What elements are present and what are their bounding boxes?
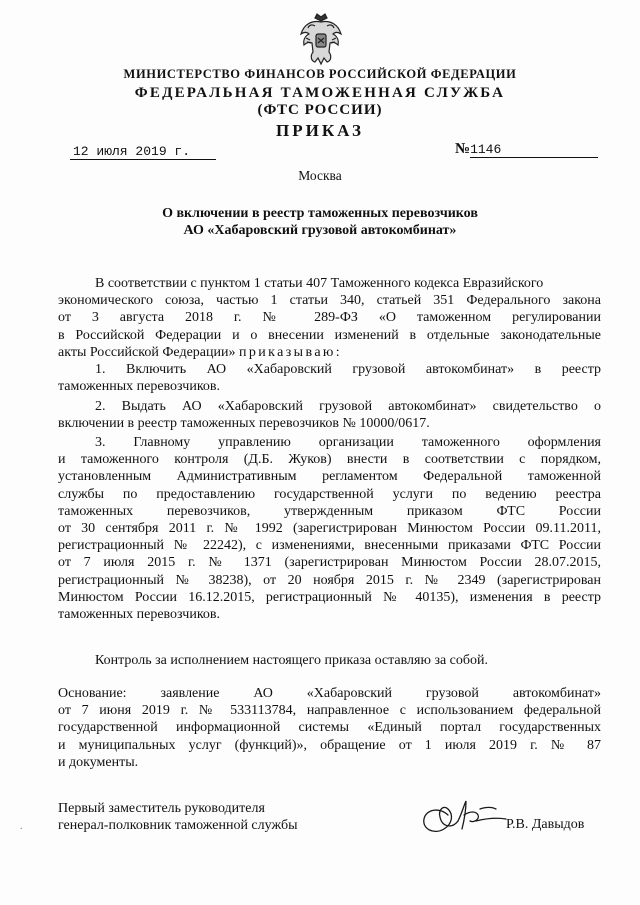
item-3-line: регистрационный № 22242), с изменениями, внесенными приказами ФТС России xyxy=(58,538,601,554)
item-1-line: 1. Включить АО «Хабаровский грузовой автокомбинат» в реестр xyxy=(95,362,601,377)
signer-position-line: Первый заместитель руководителя xyxy=(58,801,265,816)
item-2-line: включении в реестр таможенных перевозчиков № 10000/0617. xyxy=(58,416,430,432)
handwritten-signature xyxy=(418,795,510,840)
order-number xyxy=(455,142,598,158)
preamble-line: В соответствии с пунктом 1 статьи 407 Таможенного кодекса Евразийского xyxy=(95,276,544,291)
control-line: Контроль за исполнением настоящего приказа оставляю за собой. xyxy=(95,653,489,668)
item-2 xyxy=(58,398,601,432)
item-1-line: таможенных перевозчиков. xyxy=(58,379,221,395)
preamble-paragraph xyxy=(58,275,601,361)
preamble-line: в Российской Федерации и о внесении изменений в отдельные законодательные xyxy=(58,327,601,343)
basis-line: государственной информационной системы «Единый портал государственных xyxy=(58,720,601,736)
item-2-line: 2. Выдать АО «Хабаровский грузовой автокомбинат» свидетельство о xyxy=(95,399,601,414)
item-1 xyxy=(58,361,601,395)
order-number-value: 1146 xyxy=(470,142,598,158)
signer-position-line: генерал-полковник таможенной службы xyxy=(58,818,298,834)
coat-of-arms-emblem xyxy=(298,12,344,68)
city: Москва xyxy=(298,168,342,183)
item-3-line: 3. Главному управлению организации таможенного оформления xyxy=(95,435,601,450)
signer-name: Р.В. Давыдов xyxy=(506,817,585,832)
item-3-line: регистрационный № 38238), от 20 ноября 2015 г. № 2349 (зарегистрирован xyxy=(58,572,601,588)
item-3-line: службы по предоставлению государственной услуги по ведению реестра xyxy=(58,486,601,502)
preamble-line: от 3 августа 2018 г. № 289-ФЗ «О таможенном регулировании xyxy=(58,310,601,326)
signer-position xyxy=(58,800,297,834)
basis-paragraph xyxy=(58,685,601,771)
basis-line: и муниципальных услуг (функций)», обращение от 1 июля 2019 г. № 87 xyxy=(58,737,601,753)
basis-line: Основание: заявление АО «Хабаровский грузовой автокомбинат» xyxy=(58,686,601,701)
service-short-name: (ФТС РОССИИ) xyxy=(257,102,383,118)
preamble-line: экономического союза, частью 1 статьи 340, статьей 351 Федерального закона xyxy=(58,293,601,309)
number-sign: № xyxy=(455,141,471,157)
order-title-line: О включении в реестр таможенных перевозчиков xyxy=(162,206,478,221)
item-3-line: от 7 июля 2015 г. № 1371 (зарегистрирован Минюстом России 28.07.2015, xyxy=(58,555,601,571)
item-3-line: таможенных перевозчиков. xyxy=(58,607,221,623)
control-paragraph xyxy=(58,652,601,669)
order-title xyxy=(0,205,640,239)
preamble-line: акты Российской Федерации» xyxy=(58,344,236,360)
order-word: приказываю: xyxy=(238,344,343,360)
item-3-line: от 30 сентября 2011 г. № 1992 (зарегистрирован Минюстом России 09.11.2011, xyxy=(58,521,601,537)
item-3-line: и таможенного контроля (Д.Б. Жуков) внести в соответствии с порядком, xyxy=(58,452,601,468)
order-date: 12 июля 2019 г. xyxy=(70,145,216,160)
preamble-last-line xyxy=(58,344,601,361)
ministry-name: МИНИСТЕРСТВО ФИНАНСОВ РОССИЙСКОЙ ФЕДЕРАЦИИ xyxy=(123,67,517,81)
basis-line: от 7 июня 2019 г. № 533113784, направленное с использованием федеральной xyxy=(58,703,601,719)
item-3-line: таможенных перевозчиков, утвержденным приказом ФТС России xyxy=(58,503,601,519)
order-title-line: АО «Хабаровский грузовой автокомбинат» xyxy=(183,223,457,238)
item-3 xyxy=(58,434,601,623)
item-3-line: Минюстом России 16.12.2015, регистрационный № 40135), изменения в реестр xyxy=(58,589,601,605)
basis-line: и документы. xyxy=(58,754,139,770)
margin-mark: . xyxy=(20,821,23,832)
item-3-line: установленным Административным регламентом Федеральной таможенной xyxy=(58,469,601,485)
document-type: ПРИКАЗ xyxy=(276,121,364,140)
service-name: ФЕДЕРАЛЬНАЯ ТАМОЖЕННАЯ СЛУЖБА xyxy=(134,85,506,101)
